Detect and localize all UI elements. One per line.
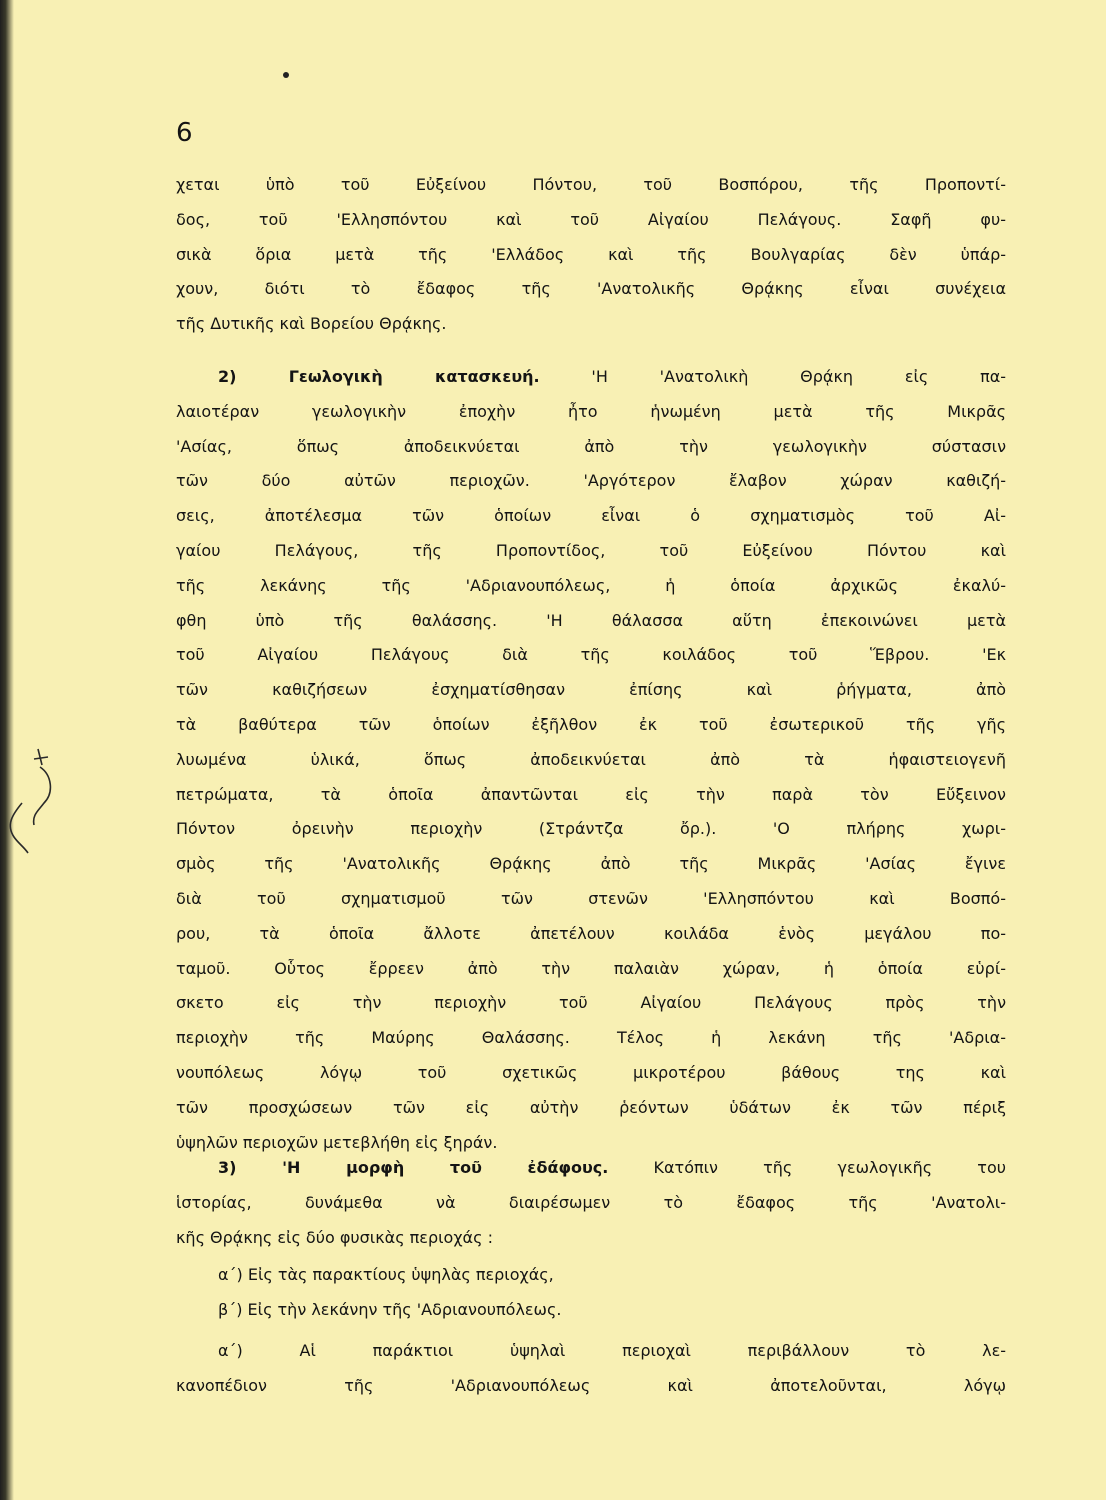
text-line: νουπόλεως λόγῳ τοῦ σχετικῶς μικροτέρου βάθους της καὶ [176,1062,1006,1082]
text-line: σεις, ἀποτέλεσμα τῶν ὁποίων εἶναι ὁ σχηματισμὸς τοῦ Αἰ- [176,506,1006,526]
text-line: α΄) Αἱ παράκτιοι ὑψηλαὶ περιοχαὶ περιβάλλουν τὸ λε- [218,1341,1006,1360]
text-line: ρου, τὰ ὁποῖα ἄλλοτε ἀπετέλουν κοιλάδα ἑνὸς μεγάλου πο- [176,923,1006,943]
section-2-first-line [176,360,1006,395]
text-line: τῶν προσχώσεων τῶν εἰς αὐτὴν ῥεόντων ὑδάτων ἐκ τῶν πέριξ [176,1097,1006,1117]
text-line: κανοπέδιον τῆς 'Αδριανουπόλεως καὶ ἀποτελοῦνται, λόγῳ [176,1375,1006,1395]
page-number: 6 [176,118,193,148]
text-line: πετρώματα, τὰ ὁποῖα ἀπαντῶνται εἰς τὴν παρὰ τὸν Εὔξεινον [176,784,1006,804]
text-line: τὰ βαθύτερα τῶν ὁποίων ἐξῆλθον ἐκ τοῦ ἐσωτερικοῦ τῆς γῆς [176,714,1006,734]
list-item: β΄) Εἰς τὴν λεκάνην τῆς 'Αδριανουπόλεως. [218,1299,562,1319]
text-line: διὰ τοῦ σχηματισμοῦ τῶν στενῶν 'Ελλησπόντου καὶ Βοσπό- [176,888,1006,908]
text-line: τῆς λεκάνης τῆς 'Αδριανουπόλεως, ἡ ὁποία ἀρχικῶς ἐκαλύ- [176,575,1006,595]
section-3-first-line [176,1151,1006,1186]
section-3-heading: 3) 'Η μορφὴ τοῦ ἐδάφους. [218,1158,609,1177]
text-line: τῶν δύο αὐτῶν περιοχῶν. 'Αργότερον ἔλαβον χώραν καθιζή- [176,471,1006,491]
text-line: λυωμένα ὑλικά, ὅπως ἀποδεικνύεται ἀπὸ τὰ ἡφαιστειογενῆ [176,749,1006,769]
section-2-first-line-text: 'Η 'Ανατολικὴ Θρᾴκη εἰς πα- [591,367,1006,386]
text-line: σικὰ ὅρια μετὰ τῆς 'Ελλάδος καὶ τῆς Βουλγαρίας δὲν ὑπάρ- [176,244,1006,264]
text-line: ὑψηλῶν περιοχῶν μετεβλήθη εἰς ξηράν. [176,1132,498,1152]
text-line: ἱστορίας, δυνάμεθα νὰ διαιρέσωμεν τὸ ἔδαφος τῆς 'Ανατολι- [176,1192,1006,1212]
text-line: κῆς Θρᾴκης εἰς δύο φυσικὰς περιοχάς : [176,1227,493,1247]
text-line: σμὸς τῆς 'Ανατολικῆς Θρᾴκης ἀπὸ τῆς Μικρᾶς 'Ασίας ἔγινε [176,854,1006,874]
text-line: δος, τοῦ 'Ελλησπόντου καὶ τοῦ Αἰγαίου Πελάγους. Σαφῆ φυ- [176,209,1006,229]
section-2-heading: 2) Γεωλογικὴ κατασκευή. [218,367,540,386]
text-line: χουν, διότι τὸ ἔδαφος τῆς 'Ανατολικῆς Θρᾴκης εἶναι συνέχεια [176,279,1006,299]
text-line: λαιοτέραν γεωλογικὴν ἐποχὴν ἦτο ἡνωμένη μετὰ τῆς Μικρᾶς [176,401,1006,421]
list-item: α΄) Εἰς τὰς παρακτίους ὑψηλὰς περιοχάς, [218,1265,554,1284]
text-line: 'Ασίας, ὅπως ἀποδεικνύεται ἀπὸ τὴν γεωλογικὴν σύστασιν [176,436,1006,456]
paragraph-last [176,1334,1006,1404]
text-line: γαίου Πελάγους, τῆς Προποντίδος, τοῦ Εὐξείνου Πόντου καὶ [176,540,1006,560]
list [176,1258,1006,1328]
stray-ink-dot [283,72,289,78]
text-line: χεται ὑπὸ τοῦ Εὐξείνου Πόντου, τοῦ Βοσπόρου, τῆς Προποντί- [176,175,1006,194]
section-2 [176,360,1006,1160]
text-line: φθη ὑπὸ τῆς θαλάσσης. 'Η θάλασσα αὕτη ἐπεκοινώνει μετὰ [176,610,1006,630]
text-line: τῶν καθιζήσεων ἐσχηματίσθησαν ἐπίσης καὶ ῥήγματα, ἀπὸ [176,680,1006,700]
text-line: τῆς Δυτικῆς καὶ Βορείου Θρᾴκης. [176,314,447,334]
section-3 [176,1151,1006,1255]
text-line: τοῦ Αἰγαίου Πελάγους διὰ τῆς κοιλάδος τοῦ Ἕβρου. 'Εκ [176,645,1006,665]
text-line: σκετο εἰς τὴν περιοχὴν τοῦ Αἰγαίου Πελάγους πρὸς τὴν [176,993,1006,1013]
pencil-margin-mark [4,745,56,855]
text-line: περιοχὴν τῆς Μαύρης Θαλάσσης. Τέλος ἡ λεκάνη τῆς 'Αδρια- [176,1028,1006,1048]
section-3-first-line-text: Κατόπιν τῆς γεωλογικῆς του [653,1158,1006,1177]
paragraph-1 [176,168,1006,342]
text-line: ταμοῦ. Οὗτος ἔρρεεν ἀπὸ τὴν παλαιὰν χώραν, ἡ ὁποία εὑρί- [176,958,1006,978]
text-line: Πόντον ὀρεινὴν περιοχὴν (Στράντζα ὄρ.). 'Ο πλήρης χωρι- [176,819,1006,839]
